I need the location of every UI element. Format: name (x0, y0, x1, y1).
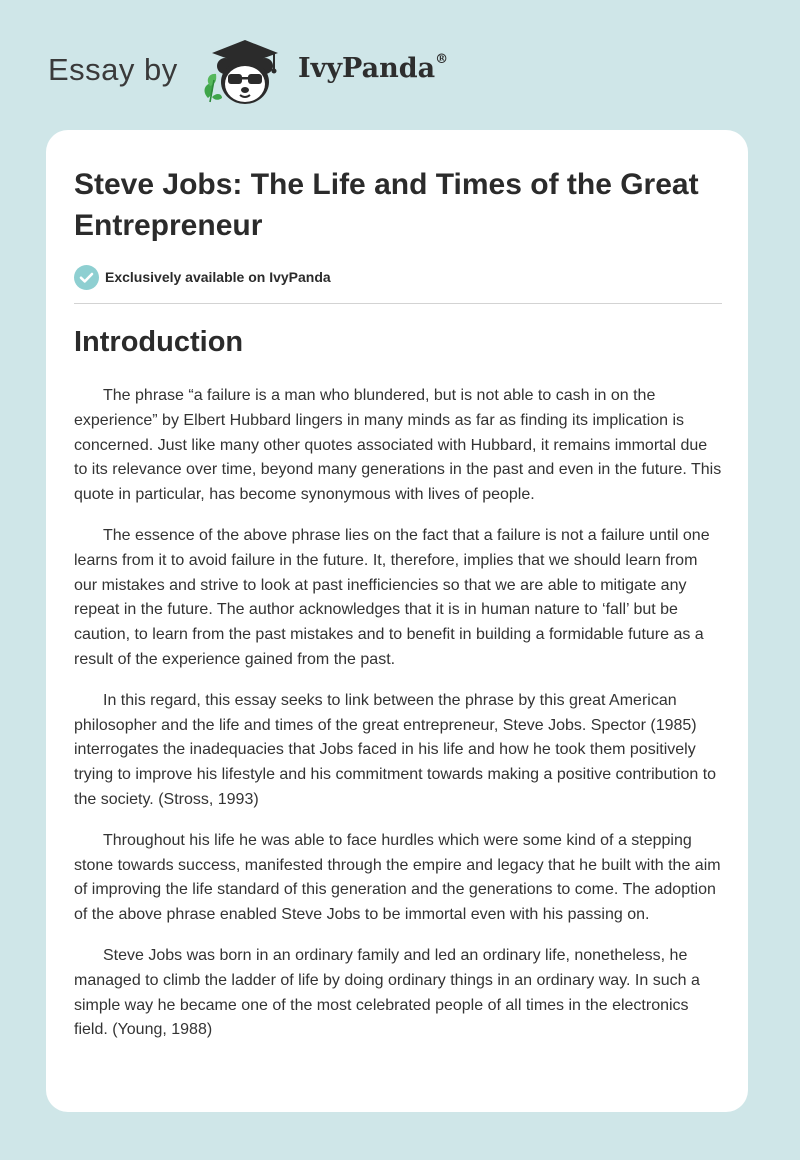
exclusive-badge-label: Exclusively available on IvyPanda (105, 269, 331, 285)
paragraph: Throughout his life he was able to face hurdles which were some kind of a stepping stone towards success, manifested through the empire and legacy that he built with the aim of improving the life standard of this generation and the generations to come. The adoption of the above phrase enabled Steve Jobs to be immortal even with his passing on. (74, 831, 721, 924)
page-title: Steve Jobs: The Life and Times of the Great Entrepreneur (74, 168, 699, 242)
section-heading: Introduction (74, 326, 244, 358)
essay-body (74, 384, 722, 1059)
brand-name[interactable] (298, 53, 448, 84)
paragraph: The phrase “a failure is a man who blundered, but is not able to cash in on the experience” by Elbert Hubbard lingers in many minds as far as finding its implication is concerned. Just like many other quotes associated with Hubbard, it remains immortal due to its relevance over time, beyond many generations in the past and even in the future. This quote in particular, has become synonymous with lives of people. (74, 387, 722, 504)
site-header (48, 36, 508, 108)
ivy-leaf-icon (205, 74, 222, 102)
brand-label: IvyPanda (298, 53, 436, 84)
exclusive-badge (74, 264, 331, 290)
paragraph: Steve Jobs was born in an ordinary family and led an ordinary life, nonetheless, he managed to climb the ladder of life by doing ordinary things in an ordinary way. In such a simple way he became one of the most celebrated people of all times in the electronics field. (Young, 1988) (74, 946, 700, 1039)
ivypanda-logo[interactable] (200, 36, 290, 108)
paragraph: In this regard, this essay seeks to link between the phrase by this great American philosopher and the life and times of the great entrepreneur, Steve Jobs. Spector (1985) interrogates the inadequacies that Jobs faced in his life and how he took them positively trying to improve his lifestyle and his commitment towards making a positive contribution to the society. (Stross, 1993) (74, 691, 717, 808)
paragraph: The essence of the above phrase lies on the fact that a failure is not a failure until one learns from it to avoid failure in the future. It, therefore, implies that we should learn from our mistakes and strive to look at past inefficiencies so that we are able to mitigate any repeat in the future. The author acknowledges that it is in human nature to ‘fall’ but be caution, to learn from the past mistakes and to benefit in building a formidable future as a result of the experience gained from the past. (74, 526, 710, 668)
registered-mark: ® (435, 52, 449, 67)
essay-card (46, 130, 748, 1112)
essay-by-label: Essay by (48, 52, 178, 87)
check-circle-icon (74, 265, 99, 290)
divider (74, 303, 722, 304)
panda-graduation-cap-icon (200, 36, 290, 108)
